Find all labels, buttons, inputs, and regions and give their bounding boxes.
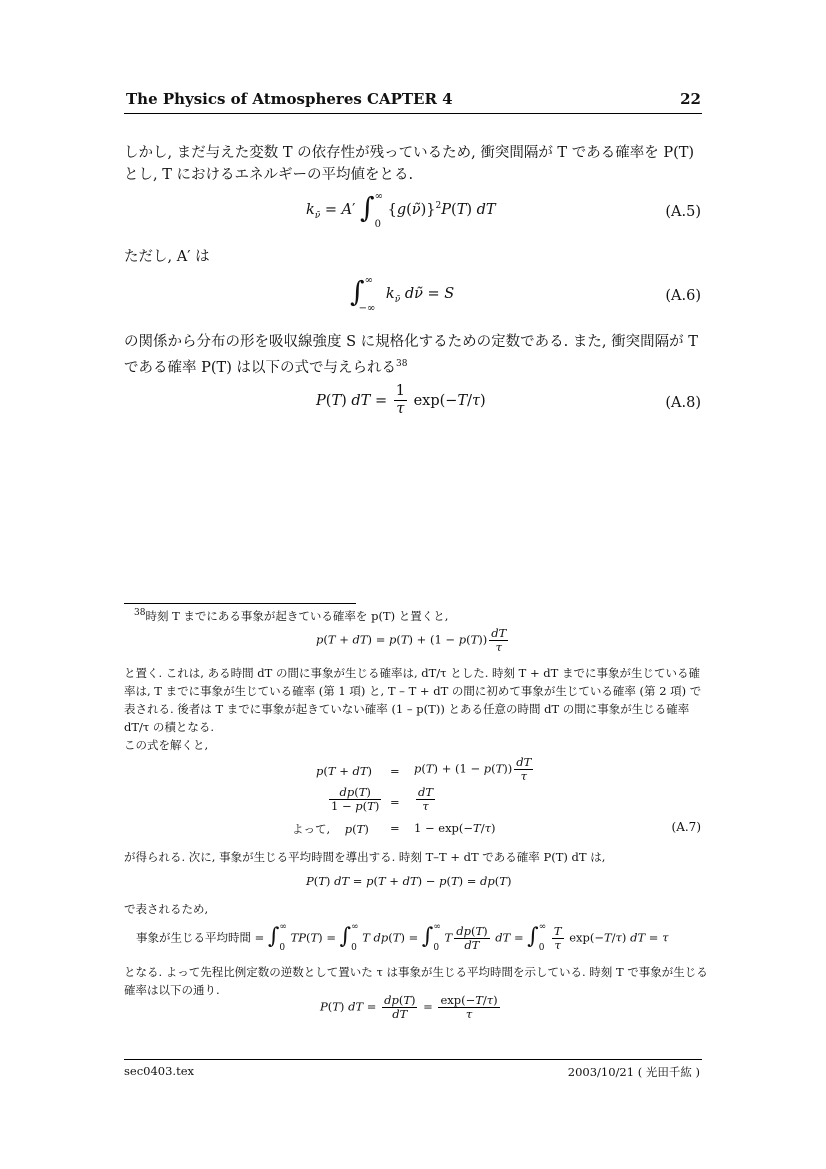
eqarray-row-2-lhs: $\frac{dp(T)}{1 - p(T)}$: [331, 785, 380, 813]
paragraph-1-line-1: しかし, まだ与えた変数 T の依存性が残っているため, 衝突間隔が T である確率を P(T): [124, 145, 695, 161]
running-header-title: The Physics of Atmospheres CAPTER 4: [126, 90, 453, 108]
paragraph-3-line-2: [124, 352, 704, 381]
eqarray-row-1-lhs: p(T + dT): [316, 764, 373, 778]
paragraph-3-text: である確率 P(T) は以下の式で与えられる: [124, 359, 396, 376]
yotte-label: よって,: [292, 822, 331, 836]
eqarray-row-2-rhs: $\frac{dT}{\tau}$: [418, 785, 434, 813]
footnote-paragraph-3: が得られる. 次に, 事象が生じる平均時間を導出する. 時刻 T–T + dT である確率 P(T) dT は,: [124, 850, 606, 864]
equation-a6: ∫∞ −∞ $k_{\nũ}$ dν̃ = S: [350, 275, 455, 314]
footer-date-author: 2003/10/21 ( 光田千紘 ): [567, 1065, 700, 1079]
equation-a5: $k_{\nũ} = A'$ ∫∞ 0 {g(ν̃)}$^2$P(T) dT: [306, 191, 496, 230]
eqarray-row-3-rhs: 1 − exp(−T/τ): [414, 821, 496, 835]
footer-rule: [124, 1059, 702, 1060]
eqarray-row-3-lhs: よって, p(T): [292, 822, 369, 836]
footnote-paragraph-2: この式を解くと,: [124, 738, 209, 752]
footnote-reference[interactable]: 38: [395, 359, 408, 369]
footnote-paragraph-5: となる. よって先程比例定数の逆数として置いた τ は事象が生じる平均時間を示している. 時刻 T で事象が生じる確率は以下の通り.: [124, 965, 708, 997]
paragraph-2: ただし, A′ は: [124, 249, 210, 265]
paragraph-3-line-1: の関係から分布の形を吸収線強度 S に規格化するための定数である. また, 衝突間隔が T: [124, 334, 698, 350]
footnote-equation-mean-time: 事象が生じる平均時間 = ∫∞ 0 TP(T) = ∫∞ 0 T dp(T) = ∫∞ 0 T $\frac{dp(T)}{dT}$ dT = ∫∞ 0 $\frac{T}{\tau}$ exp(−T/τ) dT = τ: [136, 922, 669, 954]
eqarray-row-2-eq: =: [390, 795, 400, 809]
eqarray-row-1-eq: =: [390, 764, 400, 778]
page-number: 22: [680, 90, 701, 108]
equation-a7-number: (A.7): [671, 820, 701, 834]
equation-a6-number: (A.6): [665, 288, 701, 304]
footnote-first-sentence: 時刻 T までにある事象が起きている確率を p(T) と置くと,: [145, 608, 449, 623]
footnote-line-1: [134, 604, 718, 625]
eqarray-row-1-rhs: p(T) + (1 − p(T)) $\frac{dT}{\tau}$: [414, 755, 532, 783]
footnote-paragraph-1: と置く. これは, ある時間 dT の間に事象が生じる確率は, dT/τ とした. 時刻 T + dT までに事象が生じている確率は, T までに事象が生じている確率 (第 1 項) と, T – T + dT の間に初めて事象が生じている確率 (第 2 項) で表される. 後者は T までに事象が起きていない確率 (1 – p(T)) とある任意の時間 dT の間に事象が生じる確率 dT/τ の積となる.: [124, 666, 702, 734]
mean-time-label: 事象が生じる平均時間: [136, 930, 251, 945]
footer-filename: sec0403.tex: [124, 1064, 194, 1078]
footnote-equation-1: p(T + dT) = p(T) + (1 − p(T)) $\frac{dT}{\tau}$: [316, 626, 507, 654]
paragraph-1-line-2: とし, T におけるエネルギーの平均値をとる.: [124, 167, 414, 183]
equation-a8-number: (A.8): [665, 395, 701, 411]
eqarray-row-3-eq: =: [390, 821, 400, 835]
footnote-equation-pdt: P(T) dT = p(T + dT) − p(T) = dp(T): [306, 874, 512, 888]
footnote-paragraph-4: で表されるため,: [124, 902, 209, 916]
equation-a8: P(T) dT = $\frac{1}{\tau}$ exp(−T/τ): [316, 383, 486, 417]
header-rule: [124, 113, 702, 114]
footnote-marker: 38: [134, 608, 146, 618]
equation-a5-number: (A.5): [665, 204, 701, 220]
footnote-equation-final: P(T) dT = $\frac{dp(T)}{dT}$ = $\frac{\exp(-T/\tau)}{\tau}$: [320, 993, 498, 1021]
